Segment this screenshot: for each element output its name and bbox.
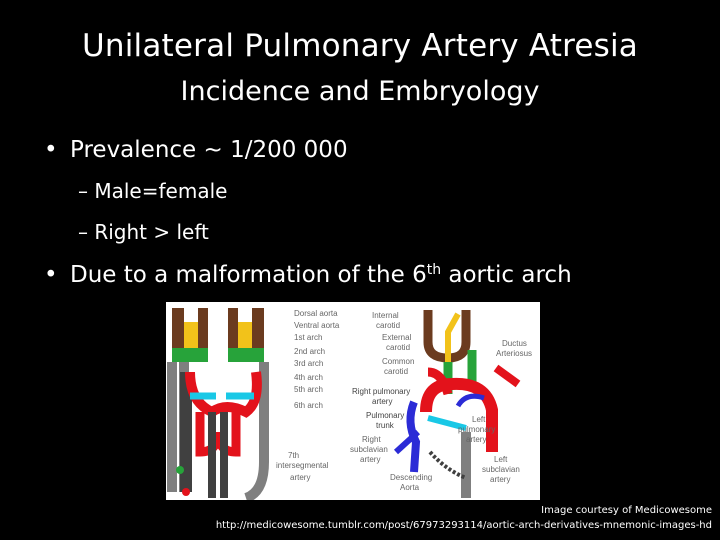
label-1st-arch: 1st arch xyxy=(294,333,323,342)
ventral-aorta-right xyxy=(228,308,238,348)
bullet-malformation-text: Due to a malformation of the 6 xyxy=(70,262,427,288)
image-credit xyxy=(216,503,712,533)
label-descending-aorta-2: Aorta xyxy=(400,483,420,492)
label-6th-arch: 6th arch xyxy=(294,401,323,410)
label-left-pulm-2: pulmonary xyxy=(458,425,496,434)
label-ductus-2: Arteriosus xyxy=(496,349,533,358)
label-right-subclavian-1: Right xyxy=(362,435,381,444)
sub-bullet-sex: – Male=female xyxy=(78,179,228,203)
label-left-subclavian-2: subclavian xyxy=(482,465,520,474)
truncus xyxy=(212,412,224,498)
label-right-subclavian-2: subclavian xyxy=(350,445,388,454)
label-internal-carotid-2: carotid xyxy=(376,321,401,330)
label-common-carotid-2: carotid xyxy=(384,367,409,376)
label-7th-3: artery xyxy=(290,473,311,482)
left-subclavian xyxy=(496,368,518,384)
sub-bullet-side: – Right > left xyxy=(78,220,209,244)
label-dorsal-aorta: Dorsal aorta xyxy=(294,309,338,318)
label-descending-aorta-1: Descending xyxy=(390,473,433,482)
label-left-subclavian-1: Left xyxy=(494,455,508,464)
third-arch-left xyxy=(172,348,208,362)
label-left-pulm-3: artery xyxy=(466,435,487,444)
label-2nd-arch: 2nd arch xyxy=(294,347,326,356)
label-4th-arch: 4th arch xyxy=(294,373,323,382)
bullet-marker: • xyxy=(44,137,58,163)
credit-url[interactable]: http://medicowesome.tumblr.com/post/67973293114/aortic-arch-derivatives-mnemonic-images-hd xyxy=(215,520,712,531)
slide-subtitle: Incidence and Embryology xyxy=(180,76,540,107)
label-right-pulm-1: Right pulmonary xyxy=(352,387,411,396)
label-3rd-arch: 3rd arch xyxy=(294,359,324,368)
intersegmental-node xyxy=(176,466,184,474)
third-arch-right xyxy=(228,348,264,362)
label-right-pulm-2: artery xyxy=(372,397,393,406)
credit-line: Image courtesy of Medicowesome xyxy=(541,505,712,516)
aortic-sac xyxy=(200,412,236,452)
label-ventral-aorta: Ventral aorta xyxy=(294,321,340,330)
bullet-malformation xyxy=(70,262,572,288)
bullet-malformation-tail: aortic arch xyxy=(441,262,572,288)
superscript-th: th xyxy=(426,262,442,278)
label-common-carotid-1: Common xyxy=(382,357,415,366)
first-arch-left xyxy=(184,322,198,352)
label-7th-2: intersegmental xyxy=(276,461,329,470)
bullet-prevalence: Prevalence ~ 1/200 000 xyxy=(70,137,348,163)
label-pulm-trunk-2: trunk xyxy=(376,421,394,430)
label-right-subclavian-3: artery xyxy=(360,455,381,464)
label-internal-carotid-1: Internal xyxy=(372,311,399,320)
label-left-pulm-1: Left xyxy=(472,415,486,424)
dotted-vessel xyxy=(430,452,466,478)
aortic-arch-diagram xyxy=(166,302,540,500)
intersegmental-node-red xyxy=(182,488,190,496)
dorsal-aorta-right-top xyxy=(252,308,264,348)
dorsal-aorta-left-top xyxy=(172,308,184,348)
label-7th-1: 7th xyxy=(288,451,300,460)
bullet-marker: • xyxy=(44,262,58,288)
ductus-arteriosus xyxy=(458,396,484,406)
label-external-carotid-2: carotid xyxy=(386,343,411,352)
aortic-arch-svg xyxy=(166,302,540,500)
label-ductus-1: Ductus xyxy=(502,339,527,348)
label-5th-arch: 5th arch xyxy=(294,385,323,394)
label-external-carotid-1: External xyxy=(382,333,412,342)
label-left-subclavian-3: artery xyxy=(490,475,511,484)
ventral-aorta-left xyxy=(198,308,208,348)
slide-title: Unilateral Pulmonary Artery Atresia xyxy=(82,28,638,64)
label-pulm-trunk-1: Pulmonary xyxy=(366,411,405,420)
first-arch-right xyxy=(238,322,252,352)
fourth-arch xyxy=(190,372,257,412)
